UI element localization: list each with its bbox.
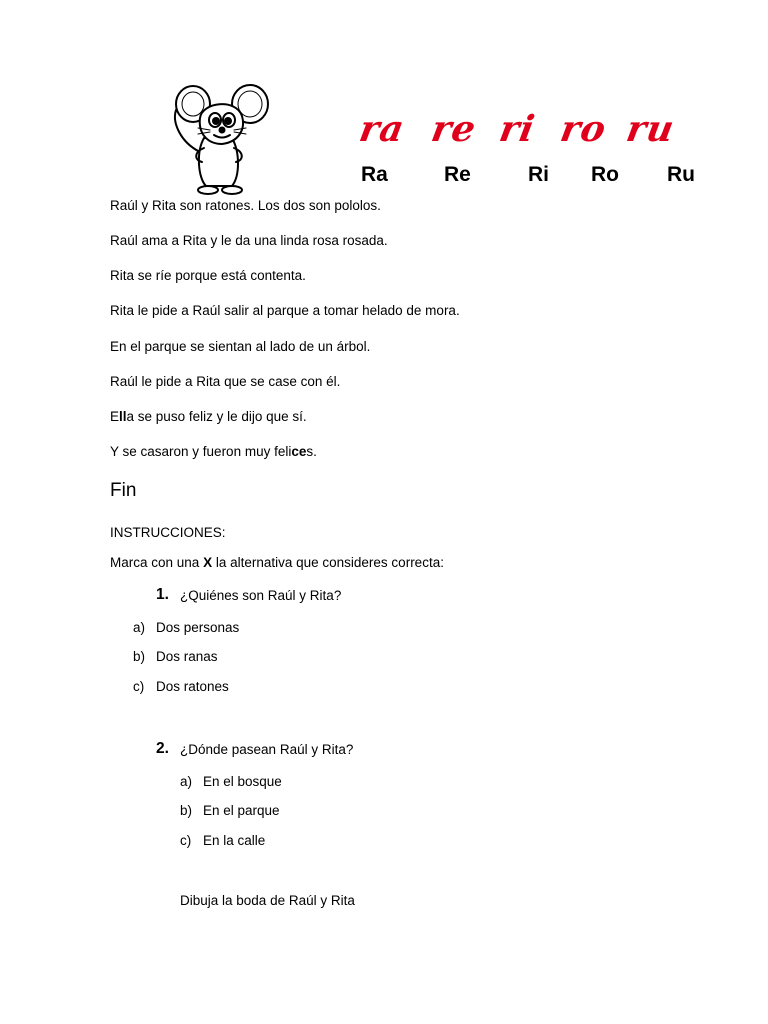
option-letter: c) xyxy=(133,679,145,694)
question-number: 2. xyxy=(156,740,169,757)
option-text: Dos ranas xyxy=(156,649,218,664)
option-letter: a) xyxy=(180,774,193,789)
story-line: Raúl le pide a Rita que se case con él. xyxy=(110,374,341,389)
story-text: s. xyxy=(306,444,317,459)
cursive-syllable: ra xyxy=(356,108,408,150)
cursive-syllable: ru xyxy=(623,108,678,150)
mouse-illustration xyxy=(160,82,272,198)
story-line xyxy=(110,444,317,460)
cursive-syllable: ro xyxy=(557,108,610,150)
story-line: Rita le pide a Raúl salir al parque a tomar helado de mora. xyxy=(110,303,460,318)
instructions-x: X xyxy=(203,555,213,570)
print-syllable: Re xyxy=(444,163,471,186)
question-text: ¿Dónde pasean Raúl y Rita? xyxy=(180,742,354,757)
story-text: Y se casaron y fueron muy feli xyxy=(110,444,292,459)
story-line: Raúl y Rita son ratones. Los dos son pololos. xyxy=(110,198,381,213)
option-text: En el parque xyxy=(203,803,280,818)
question-number: 1. xyxy=(156,586,169,603)
drawing-prompt: Dibuja la boda de Raúl y Rita xyxy=(180,893,355,908)
option-letter: b) xyxy=(180,803,193,818)
story-text: E xyxy=(110,409,120,424)
option-text: En el bosque xyxy=(203,774,282,789)
option-letter: b) xyxy=(133,649,146,664)
option-text: En la calle xyxy=(203,833,266,848)
story-line: Rita se ríe porque está contenta. xyxy=(110,268,306,283)
option-text: Dos personas xyxy=(156,620,240,635)
option-text: Dos ratones xyxy=(156,679,229,694)
question-text: ¿Quiénes son Raúl y Rita? xyxy=(180,588,342,603)
print-syllable: Ra xyxy=(361,163,388,186)
story-text: a se puso feliz y le dijo que sí. xyxy=(126,409,307,424)
story-bold-text: ce xyxy=(291,444,307,459)
story-line xyxy=(110,409,307,425)
instructions-post: la alternativa que consideres correcta: xyxy=(212,555,444,570)
story-line: En el parque se sientan al lado de un árbol. xyxy=(110,339,371,354)
instructions-heading: INSTRUCCIONES: xyxy=(110,525,226,540)
instructions-pre: Marca con una xyxy=(110,555,204,570)
cursive-syllable: ri xyxy=(496,108,539,150)
print-syllable: Ri xyxy=(528,163,549,186)
cursive-syllable: re xyxy=(428,108,480,150)
fin-label: Fin xyxy=(110,480,137,501)
option-letter: a) xyxy=(133,620,146,635)
story-bold-text: ll xyxy=(119,409,127,424)
story-line: Raúl ama a Rita y le da una linda rosa rosada. xyxy=(110,233,388,248)
print-syllable: Ro xyxy=(591,163,619,186)
option-letter: c) xyxy=(180,833,192,848)
instructions-text xyxy=(110,555,444,571)
print-syllable: Ru xyxy=(667,163,695,186)
